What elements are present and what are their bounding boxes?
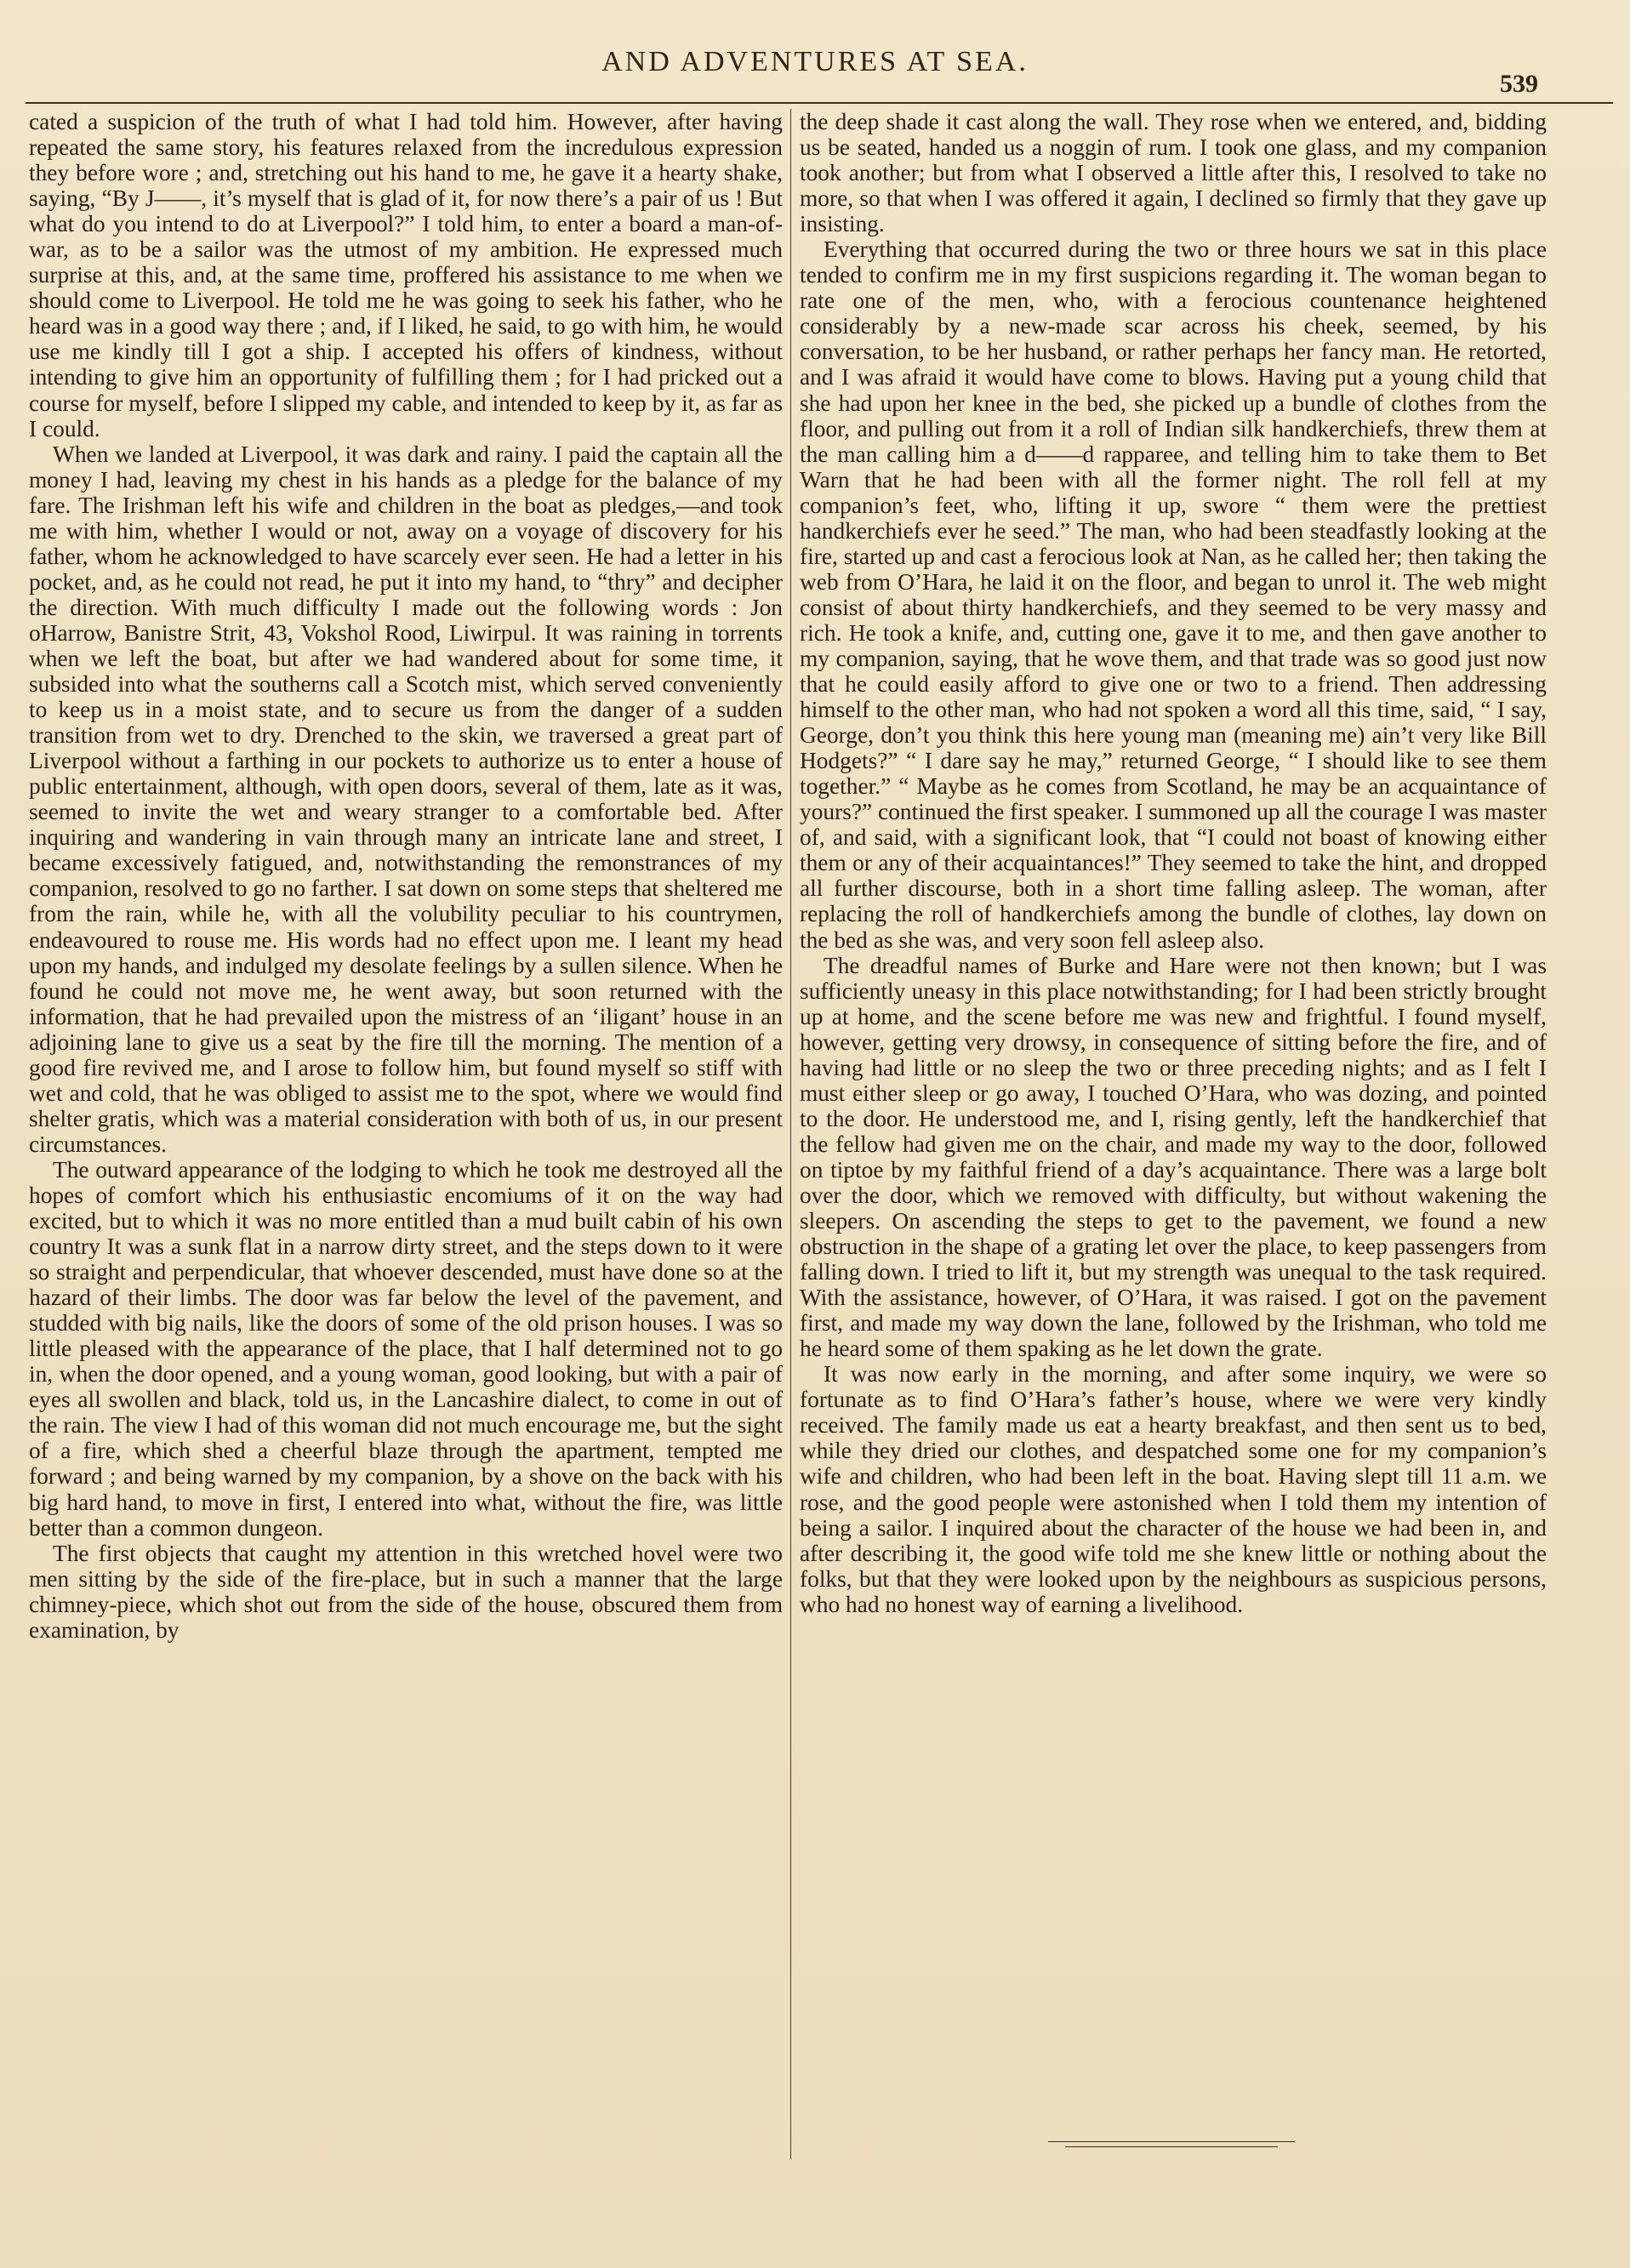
- paragraph: When we landed at Liverpool, it was dark and rainy. I paid the captain all the money I had, leaving my chest in his hands as a pledge for the balance of my fare. The Irishman left his wife and children in the boat as pledges,—and took me with him, whether I would or not, away on a voyage of discovery for his father, whom he acknowledged to have scarcely ever seen. He had a letter in his pocket, and, as he could not read, he put it into my hand, to “thry” and decipher the direction. With much difficulty I made out the following words : Jon oHarrow, Banistre Strit, 43, Vokshol Rood, Liwirpul. It was raining in torrents when we left the boat, but after we had wandered about for some time, it subsided into what the southerns call a Scotch mist, which served conveniently to keep us in a moist state, and to secure us from the danger of a sudden transition from wet to dry. Drenched to the skin, we traversed a great part of Liverpool without a farthing in our pockets to authorize us to enter a house of public entertainment, although, with open doors, several of them, late as it was, seemed to invite the wet and weary stranger to a comfortable bed. After inquiring and wandering in vain through many an intricate lane and street, I became excessively fatigued, and, notwithstanding the remonstrances of my companion, resolved to go no farther. I sat down on some steps that sheltered me from the rain, while he, with all the volubility peculiar to his countrymen, endeavoured to rouse me. His words had no effect upon me. I leant my head upon my hands, and indulged my desolate feelings by a sullen silence. When he found he could not move me, he went away, but soon returned with the information, that he had prevailed upon the mistress of an ‘iligant’ house in an adjoining lane to give us a seat by the fire till the morning. The mention of a good fire revived me, and I arose to follow him, but found myself so stiff with wet and cold, that he was obliged to assist me to the spot, where we would find shelter gratis, which was a material consideration with both of us, in our present circumstances.: [29, 441, 783, 1157]
- paragraph: the deep shade it cast along the wall. They rose when we entered, and, bidding us be seated, handed us a noggin of rum. I took one glass, and my companion took another; but from what I observed a little after this, I resolved to take no more, so that when I was offered it again, I declined so firmly that they gave up insisting.: [800, 109, 1547, 237]
- paragraph: The dreadful names of Burke and Hare were not then known; but I was sufficiently uneasy in this place notwithstanding; for I had been strictly brought up at home, and the scene before me was new and frightful. I found myself, however, getting very drowsy, in consequence of sitting before the fire, and of having had little or no sleep the two or three preceding nights; and as I felt I must either sleep or go away, I touched O’Hara, who was dozing, and pointed to the door. He understood me, and I, rising gently, left the handkerchief that the fellow had given me on the chair, and made my way to the door, followed on tiptoe by my faithful friend of a day’s acquaintance. There was a large bolt over the door, which we removed with difficulty, but without wakening the sleepers. On ascending the steps to get to the pavement, we found a new obstruction in the shape of a grating let over the place, to keep passengers from falling down. I tried to lift it, but my strength was unequal to the task required. With the assistance, however, of O’Hara, it was raised. I got on the pavement first, and made my way down the lane, followed by the Irishman, who told me he heard some of them spaking as he let down the grate.: [800, 952, 1547, 1362]
- paragraph: It was now early in the morning, and after some inquiry, we were so fortunate as to find O’Hara’s father’s house, where we were very kindly received. The family made us eat a hearty breakfast, and then sent us to bed, while they dried our clothes, and despatched some one for my companion’s wife and children, who had been left in the boat. Having slept till 11 a.m. we rose, and the good people were astonished when I told them my intention of being a sailor. I inquired about the character of the house we had been in, and after describing it, the good wife told me she knew little or nothing about the folks, but that they were looked upon by the neighbours as suspicious persons, who had no honest way of earning a livelihood.: [800, 1361, 1547, 1617]
- end-of-article-ornament: [1048, 2140, 1295, 2151]
- paragraph: cated a suspicion of the truth of what I had told him. However, after having repeated the same story, his features relaxed from the incredulous expression they before wore ; and, stretching out his hand to me, he gave it a hearty shake, saying, “By J——, it’s myself that is glad of it, for now there’s a pair of us ! But what do you intend to do at Liverpool?” I told him, to enter a board a man-of-war, as to be a sailor was the utmost of my ambition. He expressed much surprise at this, and, at the same time, proffered his assistance to me when we should come to Liverpool. He told me he was going to seek his father, who he heard was in a good way there ; and, if I liked, he said, to go with him, he would use me kindly till I got a ship. I accepted his offers of kindness, without intending to give him an opportunity of fulfilling them ; for I had pricked out a course for myself, before I slipped my cable, and intended to keep by it, as far as I could.: [29, 109, 783, 442]
- paragraph: The outward appearance of the lodging to which he took me destroyed all the hopes of comfort which his enthusiastic encomiums of it on the way had excited, but to which it was no more entitled than a mud built cabin of his own country It was a sunk flat in a narrow dirty street, and the steps down to it were so straight and perpendicular, that whoever descended, must have done so at the hazard of their limbs. The door was far below the level of the pavement, and studded with big nails, like the doors of some of the old prison houses. I was so little pleased with the appearance of the place, that I half determined not to go in, when the door opened, and a young woman, good looking, but with a pair of eyes all swollen and black, told us, in the Lancashire dialect, to come in out of the rain. The view I had of this woman did not much encourage me, but the sight of a fire, which shed a cheerful blaze through the apartment, tempted me forward ; and being warned by my companion, by a shove on the back with his big hard hand, to move in first, I entered into what, without the fire, was little better than a common dungeon.: [29, 1156, 783, 1541]
- running-title: AND ADVENTURES AT SEA.: [601, 46, 1029, 77]
- page-number: 539: [1500, 70, 1538, 98]
- header-rule: [26, 102, 1613, 104]
- left-column: [29, 109, 783, 2236]
- column-divider: [790, 109, 791, 2159]
- paragraph: Everything that occurred during the two or three hours we sat in this place tended to confirm me in my first suspicions regarding it. The woman began to rate one of the men, who, with a ferocious countenance heightened considerably by a new-made scar across his cheek, seemed, by his conversation, to be her husband, or rather perhaps her fancy man. He retorted, and I was afraid it would have come to blows. Having put a young child that she had upon her knee in the bed, she picked up a bundle of clothes from the floor, and pulling out from it a roll of Indian silk handkerchiefs, threw them at the man calling him a d——d rapparee, and telling him to take them to Bet Warn that he had been with all the former night. The roll fell at my companion’s feet, who, lifting it up, swore “ them were the prettiest handkerchiefs ever he seed.” The man, who had been steadfastly looking at the fire, started up and cast a ferocious look at Nan, as he called her; then taking the web from O’Hara, he laid it on the floor, and began to unrol it. The web might consist of about thirty handkerchiefs, and they seemed to be very massy and rich. He took a knife, and, cutting one, gave it to me, and then gave another to my companion, saying, that he wove them, and that trade was so good just now that he could easily afford to give one or two to a friend. Then addressing himself to the other man, who had not spoken a word all this time, said, “ I say, George, don’t you think this here young man (meaning me) ain’t very like Bill Hodgets?” “ I dare say he may,” returned George, “ I should like to see them together.” “ Maybe as he comes from Scotland, he may be an acquaintance of yours?” continued the first speaker. I summoned up all the courage I was master of, and said, with a significant look, that “I could not boast of knowing either them or any of their acquaintances!” They seemed to take the hint, and dropped all further discourse, both in a short time falling asleep. The woman, after replacing the roll of handkerchiefs among the bundle of clothes, lay down on the bed as she was, and very soon fell asleep also.: [800, 236, 1547, 953]
- paragraph: The first objects that caught my attention in this wretched hovel were two men sitting by the side of the fire-place, but in such a manner that the large chimney-piece, which shot out from the side of the house, obscured them from examination, by: [29, 1540, 783, 1643]
- right-column: [800, 109, 1547, 2151]
